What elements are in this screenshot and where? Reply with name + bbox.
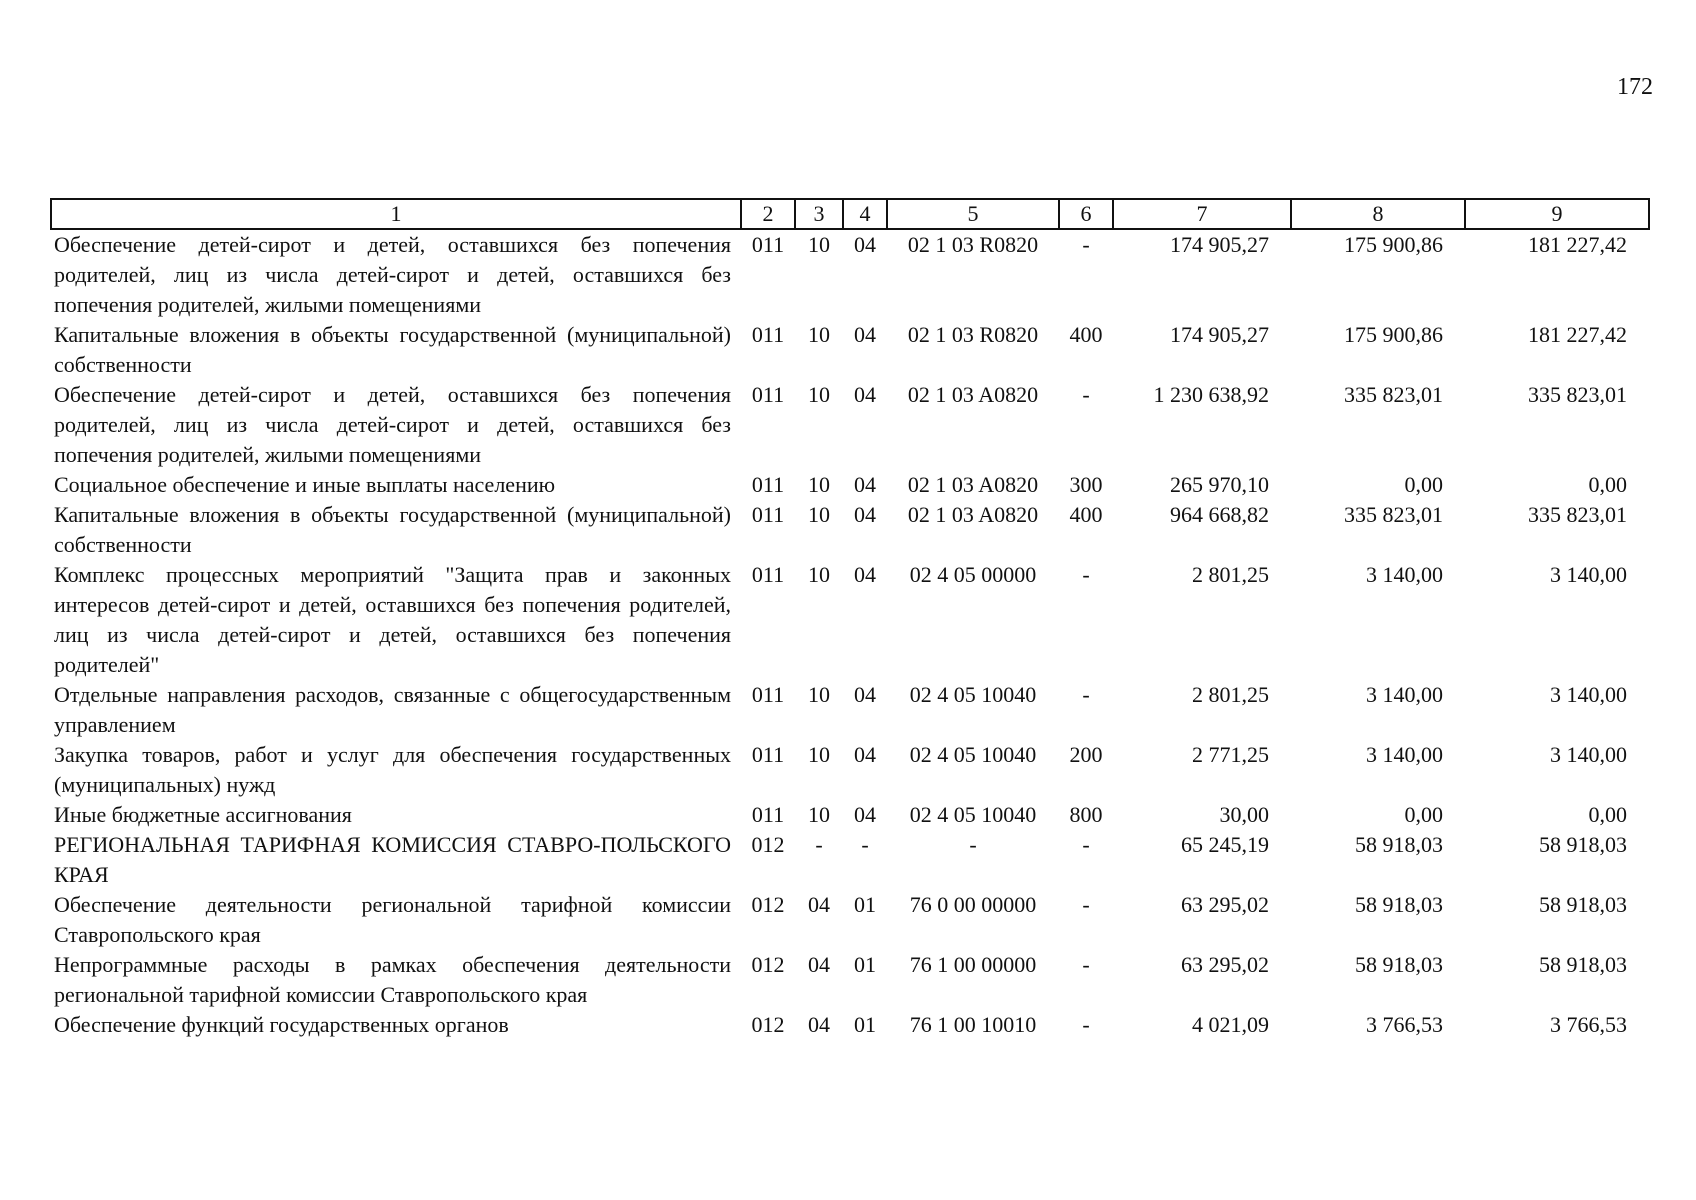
target-article-code: 02 4 05 00000 bbox=[909, 562, 1037, 587]
row-name: Закупка товаров, работ и услуг для обеспечения государственных (муниципальных) нужд bbox=[54, 742, 731, 797]
amount-col-7: 2 801,25 bbox=[1192, 562, 1269, 587]
amount-col-7: 2 801,25 bbox=[1192, 682, 1269, 707]
target-article-code: 02 1 03 A0820 bbox=[907, 502, 1039, 527]
expense-type-code: 400 bbox=[1069, 322, 1103, 347]
amount-col-7: 174 905,27 bbox=[1170, 232, 1269, 257]
row-name: Комплекс процессных мероприятий "Защита прав и законных интересов детей-сирот и детей, оставшихся без попечения родителей, лиц из числа детей-сирот и детей, оставшихся без попечения родителей" bbox=[54, 562, 731, 677]
row-name: РЕГИОНАЛЬНАЯ ТАРИФНАЯ КОМИССИЯ СТАВРО-ПОЛЬСКОГО КРАЯ bbox=[54, 832, 731, 887]
target-article-code: 76 0 00 00000 bbox=[909, 892, 1037, 917]
amount-col-9: 335 823,01 bbox=[1528, 382, 1627, 407]
table-row bbox=[51, 229, 1649, 320]
subsection-code: 01 bbox=[854, 1012, 876, 1037]
amount-col-7: 174 905,27 bbox=[1170, 322, 1269, 347]
amount-col-7: 964 668,82 bbox=[1170, 502, 1269, 527]
table-row bbox=[51, 320, 1649, 380]
subsection-code: 04 bbox=[854, 502, 876, 527]
subsection-code: - bbox=[861, 832, 869, 857]
table-body bbox=[51, 229, 1649, 1040]
column-header-8: 8 bbox=[1291, 199, 1465, 229]
amount-col-8: 58 918,03 bbox=[1355, 832, 1443, 857]
expense-type-code: - bbox=[1082, 952, 1090, 977]
subsection-code: 04 bbox=[854, 802, 876, 827]
target-article-code: 02 4 05 10040 bbox=[909, 682, 1037, 707]
subsection-code: 04 bbox=[854, 472, 876, 497]
table-row bbox=[51, 950, 1649, 1010]
ministry-code: 011 bbox=[751, 382, 785, 407]
row-name: Иные бюджетные ассигнования bbox=[54, 802, 352, 827]
ministry-code: 011 bbox=[751, 742, 785, 767]
amount-col-9: 3 766,53 bbox=[1550, 1012, 1627, 1037]
column-header-6: 6 bbox=[1059, 199, 1113, 229]
target-article-code: - bbox=[969, 832, 977, 857]
amount-col-7: 30,00 bbox=[1219, 802, 1269, 827]
expense-type-code: - bbox=[1082, 1012, 1090, 1037]
row-name: Капитальные вложения в объекты государственной (муниципальной) собственности bbox=[54, 502, 731, 557]
page-number: 172 bbox=[1617, 74, 1653, 100]
amount-col-8: 58 918,03 bbox=[1355, 892, 1443, 917]
ministry-code: 011 bbox=[751, 232, 785, 257]
section-code: 10 bbox=[808, 322, 830, 347]
amount-col-8: 335 823,01 bbox=[1344, 382, 1443, 407]
amount-col-8: 0,00 bbox=[1404, 472, 1443, 497]
row-name: Капитальные вложения в объекты государственной (муниципальной) собственности bbox=[54, 322, 731, 377]
amount-col-8: 335 823,01 bbox=[1344, 502, 1443, 527]
ministry-code: 012 bbox=[751, 832, 785, 857]
ministry-code: 011 bbox=[751, 322, 785, 347]
target-article-code: 02 1 03 R0820 bbox=[907, 322, 1039, 347]
amount-col-8: 3 140,00 bbox=[1366, 562, 1443, 587]
section-code: 10 bbox=[808, 382, 830, 407]
table-row bbox=[51, 380, 1649, 470]
expense-type-code: 300 bbox=[1069, 472, 1103, 497]
ministry-code: 012 bbox=[751, 892, 785, 917]
ministry-code: 011 bbox=[751, 562, 785, 587]
expense-type-code: 200 bbox=[1069, 742, 1103, 767]
target-article-code: 02 4 05 10040 bbox=[909, 742, 1037, 767]
expense-type-code: 800 bbox=[1069, 802, 1103, 827]
subsection-code: 04 bbox=[854, 742, 876, 767]
column-header-1: 1 bbox=[51, 199, 741, 229]
section-code: 10 bbox=[808, 502, 830, 527]
expense-type-code: - bbox=[1082, 382, 1090, 407]
expense-type-code: - bbox=[1082, 832, 1090, 857]
row-name: Обеспечение деятельности региональной тарифной комиссии Ставропольского края bbox=[54, 892, 731, 947]
target-article-code: 02 1 03 A0820 bbox=[907, 472, 1039, 497]
column-header-2: 2 bbox=[741, 199, 795, 229]
row-name: Социальное обеспечение и иные выплаты населению bbox=[54, 472, 556, 497]
row-name: Обеспечение детей-сирот и детей, оставшихся без попечения родителей, лиц из числа детей-сирот и детей, оставшихся без попечения родителей, жилыми помещениями bbox=[54, 382, 731, 467]
target-article-code: 02 1 03 A0820 bbox=[907, 382, 1039, 407]
amount-col-8: 3 766,53 bbox=[1366, 1012, 1443, 1037]
table-row bbox=[51, 470, 1649, 500]
row-name: Отдельные направления расходов, связанные с общегосударственным управлением bbox=[54, 682, 731, 737]
amount-col-9: 3 140,00 bbox=[1550, 682, 1627, 707]
row-name: Обеспечение детей-сирот и детей, оставшихся без попечения родителей, лиц из числа детей-сирот и детей, оставшихся без попечения родителей, жилыми помещениями bbox=[54, 232, 731, 317]
subsection-code: 01 bbox=[854, 892, 876, 917]
subsection-code: 01 bbox=[854, 952, 876, 977]
section-code: 10 bbox=[808, 232, 830, 257]
amount-col-7: 1 230 638,92 bbox=[1153, 382, 1269, 407]
ministry-code: 012 bbox=[751, 952, 785, 977]
section-code: 04 bbox=[808, 892, 830, 917]
amount-col-7: 63 295,02 bbox=[1181, 952, 1269, 977]
amount-col-9: 0,00 bbox=[1588, 472, 1627, 497]
target-article-code: 02 1 03 R0820 bbox=[907, 232, 1039, 257]
subsection-code: 04 bbox=[854, 322, 876, 347]
ministry-code: 011 bbox=[751, 802, 785, 827]
subsection-code: 04 bbox=[854, 382, 876, 407]
section-code: 10 bbox=[808, 562, 830, 587]
column-header-7: 7 bbox=[1113, 199, 1291, 229]
section-code: 10 bbox=[808, 472, 830, 497]
section-code: - bbox=[815, 832, 823, 857]
row-name: Обеспечение функций государственных органов bbox=[54, 1012, 509, 1037]
section-code: 04 bbox=[808, 1012, 830, 1037]
amount-col-7: 63 295,02 bbox=[1181, 892, 1269, 917]
ministry-code: 012 bbox=[751, 1012, 785, 1037]
amount-col-9: 58 918,03 bbox=[1539, 892, 1627, 917]
amount-col-9: 3 140,00 bbox=[1550, 562, 1627, 587]
amount-col-8: 3 140,00 bbox=[1366, 682, 1443, 707]
target-article-code: 02 4 05 10040 bbox=[909, 802, 1037, 827]
amount-col-7: 4 021,09 bbox=[1192, 1012, 1269, 1037]
table-row bbox=[51, 500, 1649, 560]
target-article-code: 76 1 00 00000 bbox=[909, 952, 1037, 977]
amount-col-9: 3 140,00 bbox=[1550, 742, 1627, 767]
amount-col-7: 265 970,10 bbox=[1170, 472, 1269, 497]
subsection-code: 04 bbox=[854, 682, 876, 707]
expense-type-code: - bbox=[1082, 682, 1090, 707]
column-header-4: 4 bbox=[843, 199, 887, 229]
table-row bbox=[51, 560, 1649, 680]
table-row bbox=[51, 1010, 1649, 1040]
column-header-5: 5 bbox=[887, 199, 1059, 229]
amount-col-7: 65 245,19 bbox=[1181, 832, 1269, 857]
row-name: Непрограммные расходы в рамках обеспечения деятельности региональной тарифной комиссии Ставропольского края bbox=[54, 952, 731, 1007]
amount-col-9: 181 227,42 bbox=[1528, 232, 1627, 257]
column-header-9: 9 bbox=[1465, 199, 1649, 229]
table-header bbox=[51, 199, 1649, 229]
column-header-3: 3 bbox=[795, 199, 843, 229]
table-row bbox=[51, 800, 1649, 830]
amount-col-8: 3 140,00 bbox=[1366, 742, 1443, 767]
expense-type-code: - bbox=[1082, 892, 1090, 917]
table-row bbox=[51, 740, 1649, 800]
section-code: 10 bbox=[808, 682, 830, 707]
expense-type-code: - bbox=[1082, 232, 1090, 257]
amount-col-9: 58 918,03 bbox=[1539, 832, 1627, 857]
amount-col-8: 175 900,86 bbox=[1344, 232, 1443, 257]
amount-col-8: 175 900,86 bbox=[1344, 322, 1443, 347]
amount-col-8: 0,00 bbox=[1404, 802, 1443, 827]
table-row bbox=[51, 890, 1649, 950]
amount-col-9: 58 918,03 bbox=[1539, 952, 1627, 977]
ministry-code: 011 bbox=[751, 502, 785, 527]
subsection-code: 04 bbox=[854, 232, 876, 257]
amount-col-9: 335 823,01 bbox=[1528, 502, 1627, 527]
amount-col-9: 181 227,42 bbox=[1528, 322, 1627, 347]
target-article-code: 76 1 00 10010 bbox=[909, 1012, 1037, 1037]
expense-type-code: 400 bbox=[1069, 502, 1103, 527]
amount-col-8: 58 918,03 bbox=[1355, 952, 1443, 977]
section-code: 10 bbox=[808, 742, 830, 767]
ministry-code: 011 bbox=[751, 472, 785, 497]
section-code: 10 bbox=[808, 802, 830, 827]
ministry-code: 011 bbox=[751, 682, 785, 707]
amount-col-9: 0,00 bbox=[1588, 802, 1627, 827]
subsection-code: 04 bbox=[854, 562, 876, 587]
table-row bbox=[51, 680, 1649, 740]
amount-col-7: 2 771,25 bbox=[1192, 742, 1269, 767]
expense-type-code: - bbox=[1082, 562, 1090, 587]
table-row bbox=[51, 830, 1649, 890]
budget-table bbox=[50, 198, 1650, 1040]
section-code: 04 bbox=[808, 952, 830, 977]
